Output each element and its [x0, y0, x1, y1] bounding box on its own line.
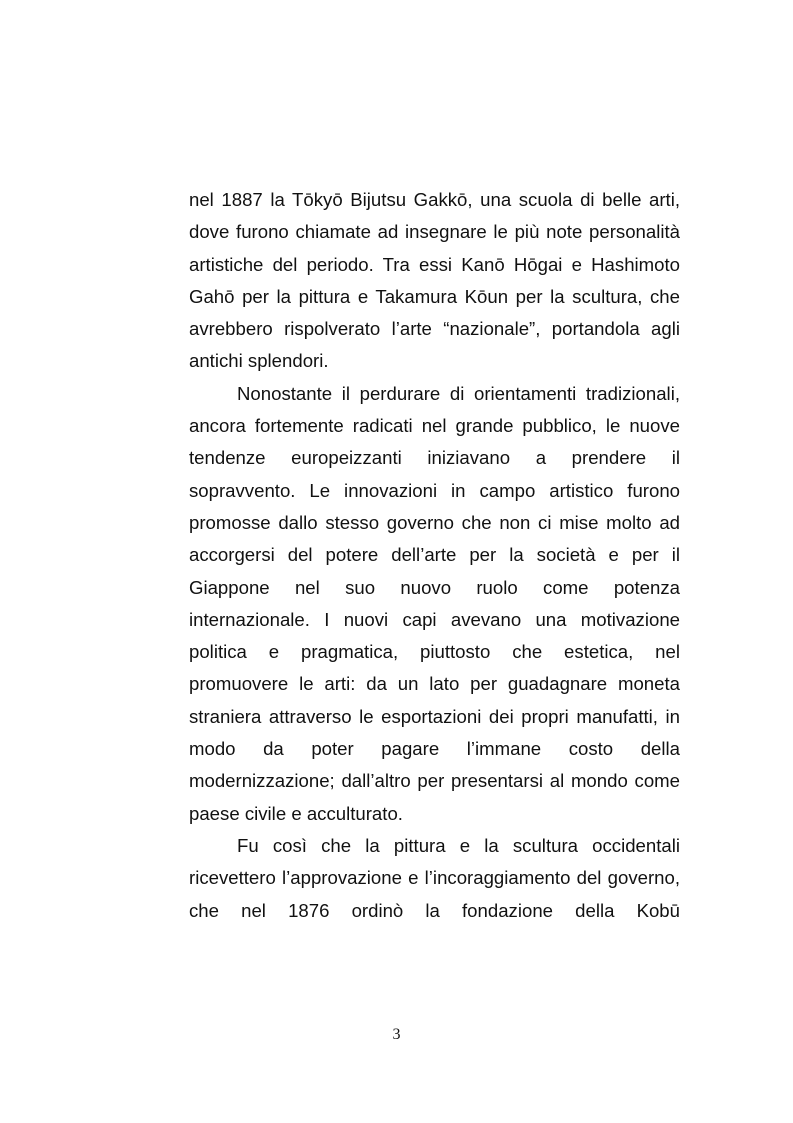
paragraph-continued: nel 1887 la Tōkyō Bijutsu Gakkō, una scuola di belle arti, dove furono chiamate ad insegnare le più note personalità artistiche del periodo. Tra essi Kanō Hōgai e Hashimoto Gahō per la pittura e Takamura Kōun per la scultura, che avrebbero rispolverato l’arte “nazionale”, portandola agli antichi splendori.: [189, 189, 680, 372]
page-number: 3: [392, 1026, 401, 1043]
paragraph-fu-cosi: Fu così che la pittura e la scultura occidentali ricevettero l’approvazione e l’incoraggiamento del governo, che nel 1876 ordinò la fondazione della Kobū: [189, 834, 680, 921]
paragraph-nonostante: Nonostante il perdurare di orientamenti tradizionali, ancora fortemente radicati nel grande pubblico, le nuove tendenze europeizzanti iniziavano a prendere il sopravvento. Le innovazioni in campo artistico furono promosse dallo stesso governo che non ci mise molto ad accorgersi del potere dell’arte per la società e per il Giappone nel suo nuovo ruolo come potenza internazionale. I nuovi capi avevano una motivazione politica e pragmatica, piuttosto che estetica, nel promuovere le arti: da un lato per guadagnare moneta straniera attraverso le esportazioni dei propri manufatti, in modo da poter pagare l’immane costo della modernizzazione; dall’altro per presentarsi al mondo come paese civile e acculturato.: [189, 382, 680, 824]
body-text: [189, 184, 680, 927]
